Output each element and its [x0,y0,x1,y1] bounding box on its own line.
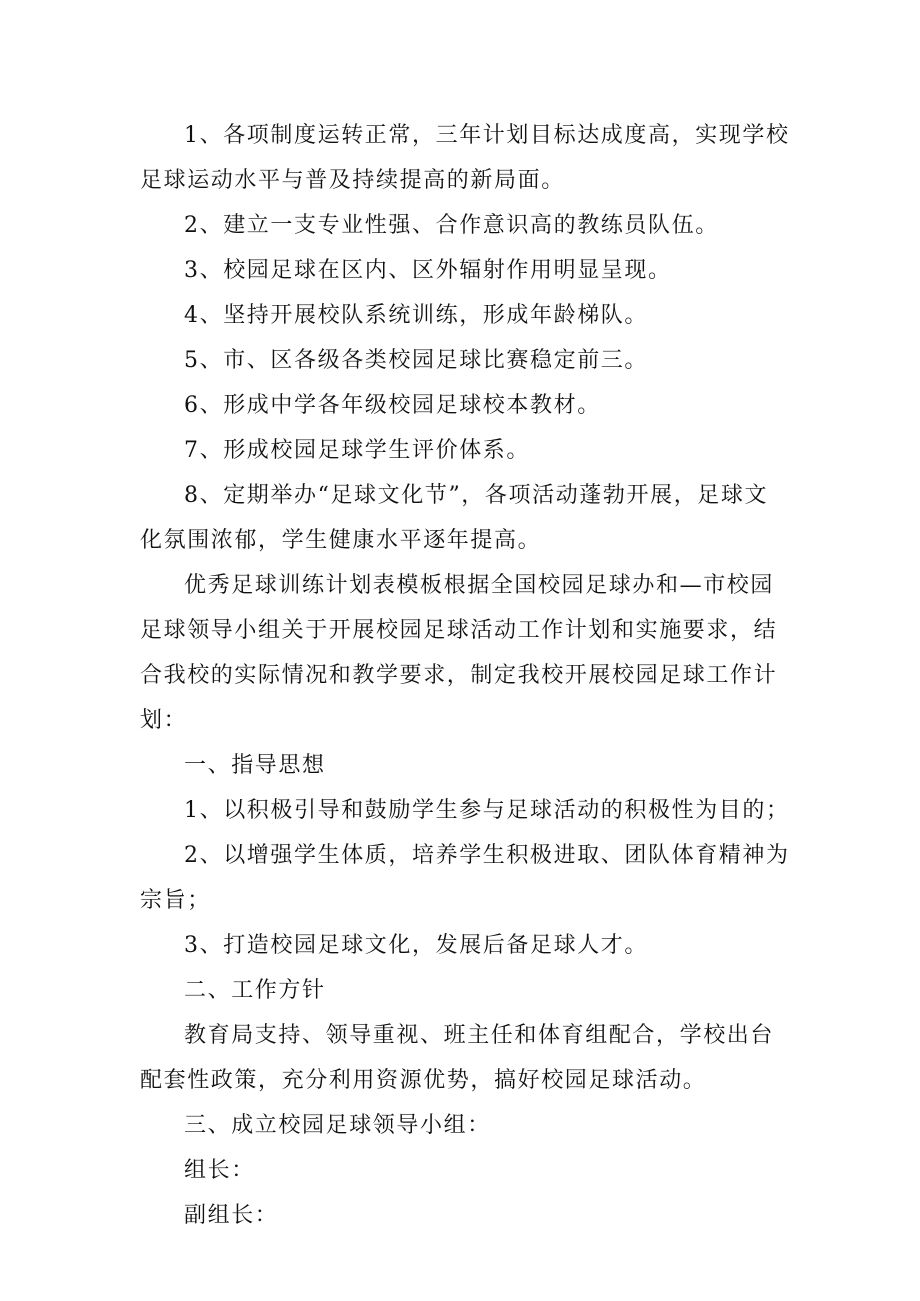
paragraph-goal-8: 8、定期举办“足球文化节”，各项活动蓬勃开展，足球文化氛围浓郁，学生健康水平逐年提高。 [140,483,769,553]
paragraph-goal-7: 7、形成校园足球学生评价体系。 [184,438,530,463]
paragraph-goal-3: 3、校园足球在区内、区外辐射作用明显呈现。 [184,258,672,283]
paragraph-work-policy: 教育局支持、领导重视、班主任和体育组配合，学校出台配套性政策，充分利用资源优势，搞好校园足球活动。 [140,1023,775,1093]
paragraph-goal-5: 5、市、区各级各类校园足球比赛稳定前三。 [184,348,648,373]
document-body [140,113,790,1238]
paragraph-goal-2: 2、建立一支专业性强、合作意识高的教练员队伍。 [184,213,719,238]
paragraph-guiding-1: 1、以积极引导和鼓励学生参与足球活动的积极性为目的； [184,798,790,823]
field-deputy-group-leader: 副组长： [184,1203,279,1228]
paragraph-guiding-3: 3、打造校园足球文化，发展后备足球人才。 [184,933,648,958]
paragraph-goal-4: 4、坚持开展校队系统训练，形成年龄梯队。 [184,303,648,328]
paragraph-goal-6: 6、形成中学各年级校园足球校本教材。 [184,393,601,418]
field-group-leader: 组长： [184,1158,255,1183]
paragraph-guiding-2: 2、以增强学生体质，培养学生积极进取、团队体育精神为宗旨； [140,843,790,913]
paragraph-goal-1: 1、各项制度运转正常，三年计划目标达成度高，实现学校足球运动水平与普及持续提高的新局面。 [140,123,790,193]
paragraph-intro: 优秀足球训练计划表模板根据全国校园足球办和—市校园足球领导小组关于开展校园足球活动工作计划和实施要求，结合我校的实际情况和教学要求，制定我校开展校园足球工作计划： [140,573,778,733]
section-heading-guiding-ideology: 一、指导思想 [184,753,326,778]
section-heading-work-policy: 二、工作方针 [184,978,326,1003]
section-heading-leadership-group: 三、成立校园足球领导小组： [184,1113,491,1138]
